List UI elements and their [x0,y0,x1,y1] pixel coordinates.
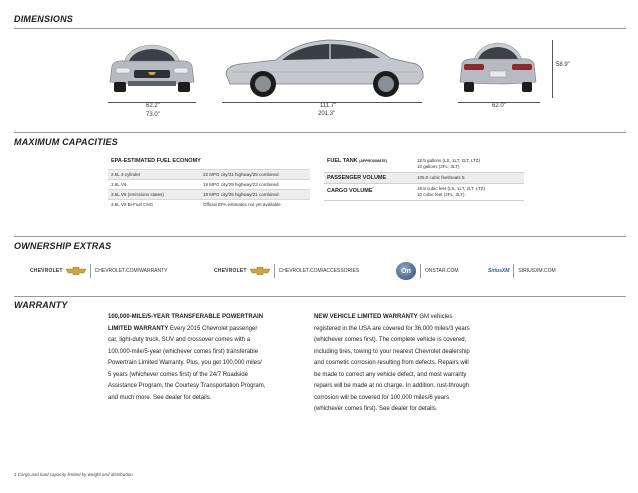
capacity-value: 18.5 gallons (LS, 1LT, 2LT, LTZ) 10 gallons (2FL, 3LT) [417,158,481,169]
divider [90,264,91,278]
new-vehicle-warranty-title: NEW VEHICLE LIMITED WARRANTY [314,314,418,320]
text-line: (whichever comes first). See dealer for details. [314,406,438,412]
engine-cell: 3.6L V6 Bi-Fuel CNG [111,202,154,207]
text-line: (whichever comes first). The complete vehicle is covered, [314,337,467,343]
section-title-extras: OWNERSHIP EXTRAS [14,241,112,251]
text-line: Assistance Program, the Courtesy Transportation Program, [108,383,266,389]
table-row [324,184,524,201]
chevrolet-wordmark: CHEVROLET [30,268,63,274]
chevrolet-bowtie-icon [66,267,86,275]
footnote: 1 Cargo and load capacity limited by weight and distribution. [14,472,134,477]
table-row [108,199,310,209]
text-line: Every 2015 Chevrolet passenger [168,325,258,332]
powertrain-warranty-title-cont: LIMITED WARRANTY [108,325,169,332]
car-side-view-image [218,30,428,102]
capacity-label: PASSENGER VOLUME [327,175,387,181]
footnote-marker: ¹ [372,186,374,190]
divider [513,264,514,278]
section-divider [14,132,626,133]
front-width-a-label: 62.2" [146,103,160,109]
extra-warranty[interactable] [30,262,168,280]
capacity-label: CARGO $VOLUME^{^1}$ [327,186,374,194]
engine-cell: 2.5L 4-cylinder [111,172,141,177]
table-row [108,179,310,189]
section-divider [14,28,626,29]
section-title-capacities: MAXIMUM CAPACITIES [14,137,118,147]
text-line: be made to correct any vehicle defect, and most warranty [314,371,467,378]
capacity-value: 105.0 cubic feet/seats 5 [417,175,465,180]
section-divider [14,236,626,237]
onstar-logo-icon: On [396,262,416,280]
divider [420,264,421,278]
text-line: and much more. See dealer for details. [108,394,212,401]
mpg-cell: 18 MPG city/28 highway/21 combined [203,192,279,197]
mpg-cell: 22 MPG city/31 highway/25 combined [203,172,279,177]
text-line: registered in the USA are covered for 36,000 miles/3 years [314,325,470,332]
text-line: GM vehicles [417,314,453,320]
mpg-cell: 19 MPG city/29 highway/22 combined [203,182,279,187]
engine-cell: 3.6L V6 (emissions states) [111,192,164,197]
powertrain-warranty-text [108,312,308,404]
extra-siriusxm[interactable] [488,262,556,280]
fuel-economy-rows [108,169,310,209]
engine-cell: 3.6L V6 [111,182,127,187]
table-row [324,156,524,173]
extra-accessories[interactable] [214,262,359,280]
table-row [324,173,524,184]
divider [274,264,275,278]
mpg-cell: Official EPA estimates not yet available [203,202,281,207]
rear-track-label: 62.0" [492,103,506,109]
wheelbase-label: 111.7" [320,103,337,109]
section-title-warranty: WARRANTY [14,300,68,310]
text-line: corrosion will be covered for 100,000 miles/6 years [314,394,450,401]
capacities-table [324,156,524,201]
section-divider [14,296,626,297]
text-line: including tires, towing to your nearest Chevrolet dealership [314,348,470,355]
chevrolet-wordmark: CHEVROLET [214,268,247,274]
warranty-link[interactable]: CHEVROLET.COM/WARRANTY [94,268,168,274]
table-row [108,189,310,199]
table-row [108,169,310,179]
section-title-dimensions: DIMENSIONS [14,14,74,24]
capacity-label: FUEL TANK (APPROXIMATE) [327,158,387,164]
capacity-value: 18.8 cubic feet (LS, 1LT, 2LT, LTZ) 10 cubic feet (2FL, 3LT) [417,186,486,197]
onstar-link[interactable]: ONSTAR.COM [425,268,459,274]
length-label: 201.3" [318,111,336,117]
height-line [552,40,553,98]
siriusxm-link[interactable]: SIRIUSXM.COM [518,268,556,274]
text-line: Powertrain Limited Warranty. Plus, you get 100,000 miles/ [108,360,262,366]
siriusxm-logo-icon: SiriusXM [488,268,510,274]
car-rear-view-image [456,38,540,98]
text-line: 5 years (whichever comes first) of the 24/7 Roadside [108,371,249,378]
fuel-economy-table [108,156,310,209]
text-line: repairs will be made at no charge. In addition, rust-through [314,383,470,389]
car-front-view-image [104,40,200,100]
text-line: 100,000-mile/5-year (whichever comes first) transferable [108,348,259,355]
front-width-b-label: 73.0" [146,112,160,118]
powertrain-warranty-title: 100,000-MILE/5-YEAR TRANSFERABLE POWERTRAIN [108,314,264,320]
new-vehicle-warranty-text [314,312,524,416]
fuel-economy-title: EPA-ESTIMATED FUEL ECONOMY [111,158,201,164]
height-label: 58.9" [556,62,570,68]
extra-onstar[interactable] [396,262,459,280]
text-line: car, light-duty truck, SUV and crossover comes with a [108,337,251,343]
chevrolet-bowtie-icon [250,267,270,275]
accessories-link[interactable]: CHEVROLET.COM/ACCESSORIES [278,268,360,274]
text-line: and cosmetic corrosion resulting from defects. Repairs will [314,360,469,366]
capacity-label-note: (APPROXIMATE) [359,159,387,163]
